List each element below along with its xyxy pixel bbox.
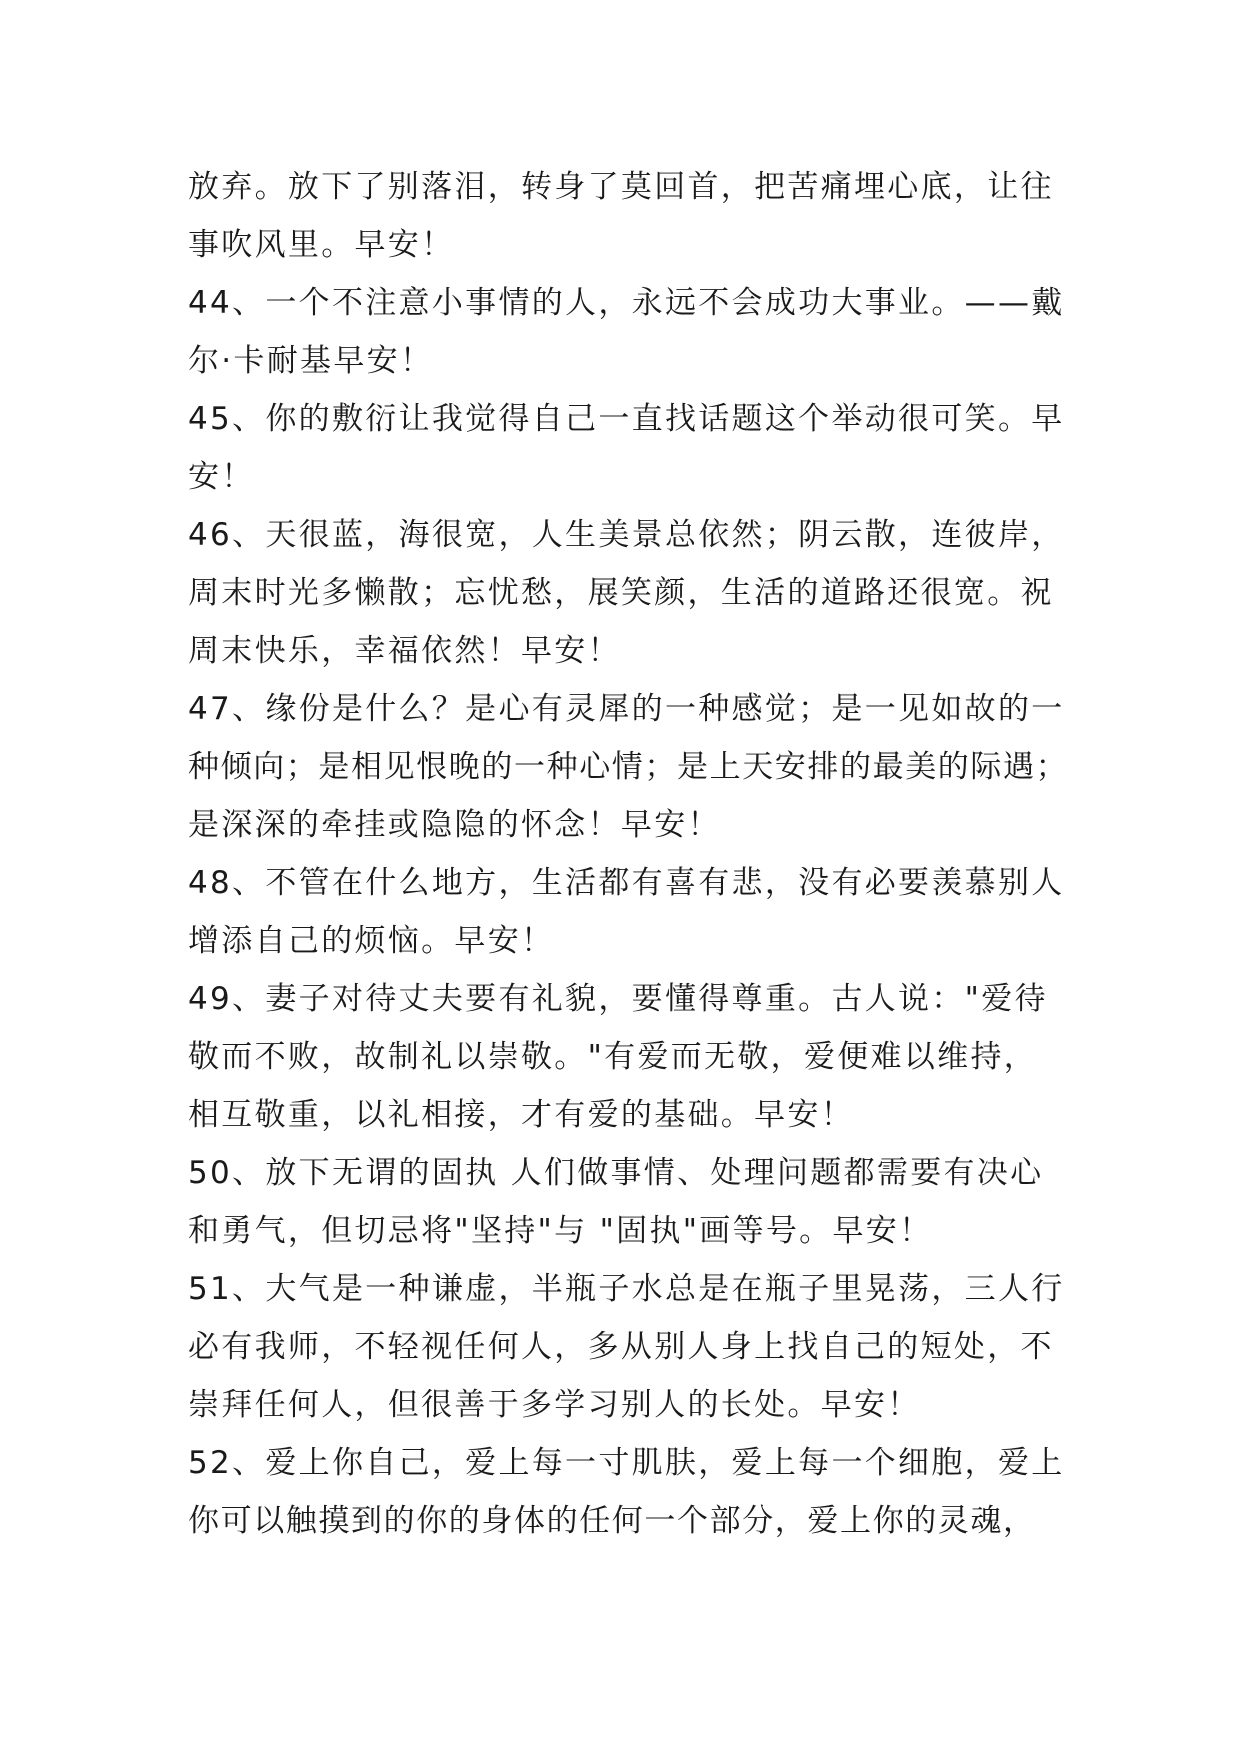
text-line: 和勇气，但切忌将"坚持"与 "固执"画等号。早安！	[188, 1213, 933, 1249]
text-line: 增添自己的烦恼。早安！	[188, 923, 555, 959]
text-line: 相互敬重，以礼相接，才有爱的基础。早安！	[188, 1097, 854, 1133]
text-line: 尔·卡耐基早安！	[188, 343, 434, 379]
text-line: 44、一个不注意小事情的人，永远不会成功大事业。——戴	[188, 285, 1065, 321]
text-line: 47、缘份是什么？是心有灵犀的一种感觉；是一见如故的一	[188, 691, 1065, 727]
text-line: 事吹风里。早安！	[188, 227, 455, 263]
text-line: 周末快乐，幸福依然！早安！	[188, 633, 621, 669]
text-line: 49、妻子对待丈夫要有礼貌，要懂得尊重。古人说："爱待	[188, 981, 1048, 1017]
text-line: 崇拜任何人，但很善于多学习别人的长处。早安！	[188, 1387, 921, 1423]
document-body	[188, 158, 1069, 1550]
text-line: 46、天很蓝，海很宽，人生美景总依然；阴云散，连彼岸，	[188, 517, 1065, 553]
text-line: 周末时光多懒散；忘忧愁，展笑颜，生活的道路还很宽。祝	[188, 575, 1054, 611]
text-line: 48、不管在什么地方，生活都有喜有悲，没有必要羡慕别人	[188, 865, 1065, 901]
text-line: 50、放下无谓的固执 人们做事情、处理问题都需要有决心	[188, 1155, 1044, 1191]
text-line: 52、爱上你自己，爱上每一寸肌肤，爱上每一个细胞，爱上	[188, 1445, 1065, 1481]
text-line: 敬而不败，故制礼以崇敬。"有爱而无敬，爱便难以维持，	[188, 1039, 1038, 1075]
text-line: 必有我师，不轻视任何人，多从别人身上找自己的短处，不	[188, 1329, 1054, 1365]
text-line: 45、你的敷衍让我觉得自己一直找话题这个举动很可笑。早	[188, 401, 1065, 437]
text-line: 51、大气是一种谦虚，半瓶子水总是在瓶子里晃荡，三人行	[188, 1271, 1065, 1307]
text-line: 安！	[188, 459, 255, 495]
text-line: 你可以触摸到的你的身体的任何一个部分，爱上你的灵魂，	[188, 1503, 1036, 1539]
text-line: 放弃。放下了别落泪，转身了莫回首，把苦痛埋心底，让往	[188, 169, 1054, 205]
text-line: 是深深的牵挂或隐隐的怀念！早安！	[188, 807, 721, 843]
text-line: 种倾向；是相见恨晚的一种心情；是上天安排的最美的际遇；	[188, 749, 1069, 785]
